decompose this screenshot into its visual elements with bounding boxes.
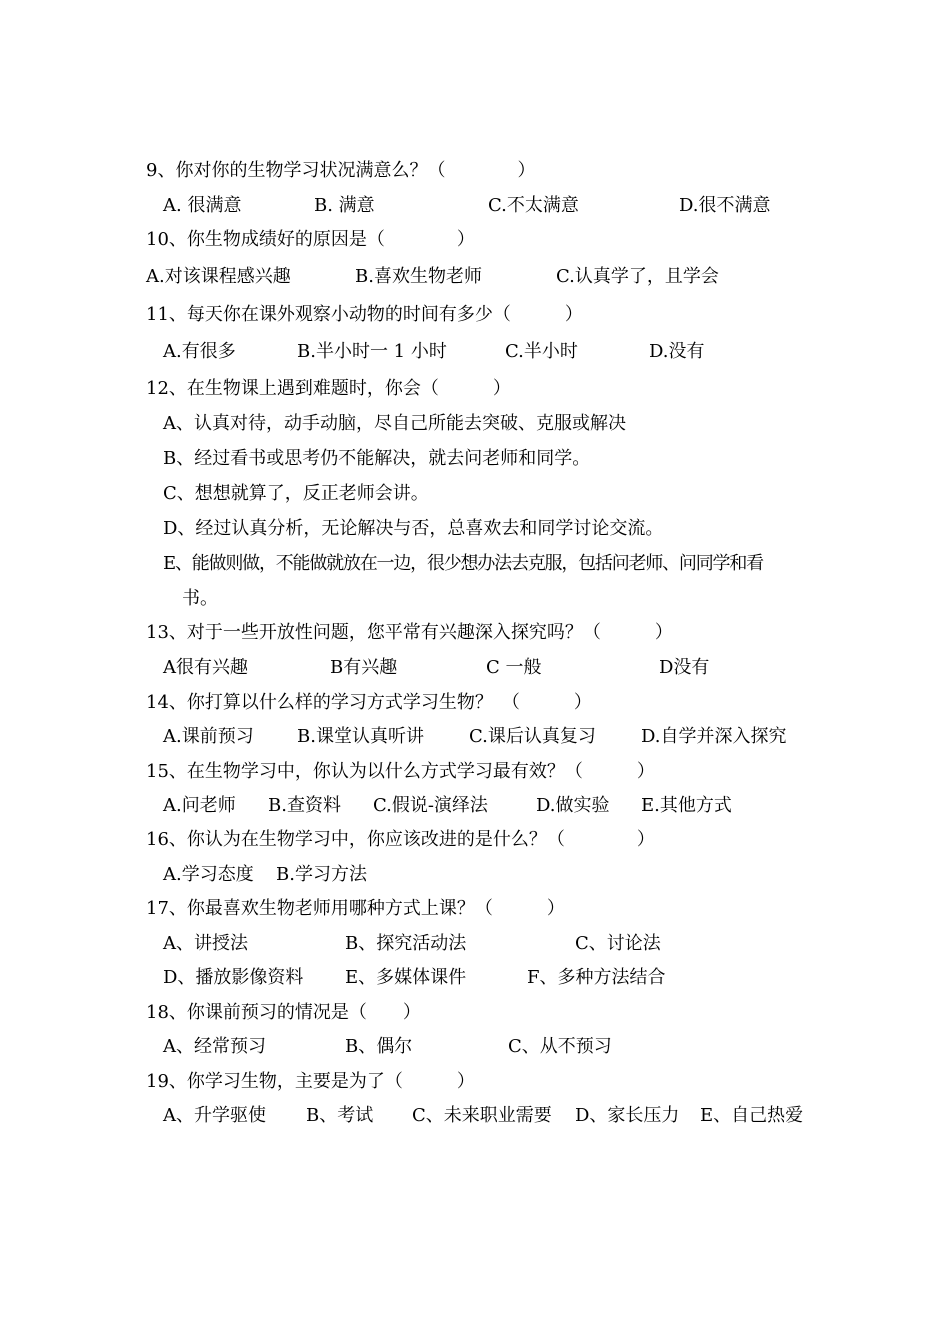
option-15a: A.问老师 xyxy=(163,795,236,816)
question-17: 17、你最喜欢生物老师用哪种方式上课？（ ） xyxy=(146,898,565,919)
option-10a: A.对该课程感兴趣 xyxy=(146,266,291,287)
option-19e: E、自己热爱 xyxy=(700,1105,804,1126)
question-14: 14、你打算以什么样的学习方式学习生物？ （ ） xyxy=(146,692,592,713)
option-11c: C.半小时 xyxy=(505,341,578,362)
option-16b: B.学习方法 xyxy=(276,864,367,885)
option-18c: C、从不预习 xyxy=(508,1036,612,1057)
option-15d: D.做实验 xyxy=(536,795,610,816)
option-19b: B、考试 xyxy=(306,1105,374,1126)
question-19: 19、你学习生物，主要是为了（ ） xyxy=(146,1071,475,1092)
option-17a: A、讲授法 xyxy=(163,933,248,954)
option-14a: A.课前预习 xyxy=(163,726,254,747)
question-12: 12、在生物课上遇到难题时，你会（ ） xyxy=(146,378,511,399)
option-19a: A、升学驱使 xyxy=(163,1105,266,1126)
option-17c: C、讨论法 xyxy=(575,933,661,954)
option-9b: B. 满意 xyxy=(314,195,375,216)
question-13: 13、对于一些开放性问题，您平常有兴趣深入探究吗？（ ） xyxy=(146,622,673,643)
option-17b: B、探究活动法 xyxy=(345,933,467,954)
option-12e: E、能做则做，不能做就放在一边，很少想办法去克服，包括问老师、问同学和看 xyxy=(163,553,763,574)
question-9: 9、你对你的生物学习状况满意么？（ ） xyxy=(146,160,536,181)
option-13d: D没有 xyxy=(659,657,710,678)
option-13b: B有兴趣 xyxy=(330,657,398,678)
option-17d: D、播放影像资料 xyxy=(163,967,304,988)
option-9a: A. 很满意 xyxy=(163,195,242,216)
question-16: 16、你认为在生物学习中，你应该改进的是什么？（ ） xyxy=(146,829,655,850)
option-12c: C、想想就算了，反正老师会讲。 xyxy=(163,483,429,504)
question-15: 15、在生物学习中，你认为以什么方式学习最有效？（ ） xyxy=(146,761,655,782)
option-12d: D、经过认真分析，无论解决与否，总喜欢去和同学讨论交流。 xyxy=(163,518,664,539)
option-12b: B、经过看书或思考仍不能解决，就去问老师和同学。 xyxy=(163,448,591,469)
option-9d: D.很不满意 xyxy=(679,195,771,216)
option-12e-cont: 书。 xyxy=(182,588,218,609)
option-14d: D.自学并深入探究 xyxy=(641,726,787,747)
option-17e: E、多媒体课件 xyxy=(345,967,467,988)
question-11: 11、每天你在课外观察小动物的时间有多少（ ） xyxy=(146,304,583,325)
option-19d: D、家长压力 xyxy=(575,1105,680,1126)
option-16a: A.学习态度 xyxy=(163,864,254,885)
option-10c: C.认真学了，且学会 xyxy=(556,266,719,287)
option-11d: D.没有 xyxy=(649,341,705,362)
option-14b: B.课堂认真听讲 xyxy=(297,726,424,747)
option-17f: F、多种方法结合 xyxy=(527,967,666,988)
option-14c: C.课后认真复习 xyxy=(469,726,596,747)
option-10b: B.喜欢生物老师 xyxy=(355,266,482,287)
option-13a: A很有兴趣 xyxy=(163,657,248,678)
question-10: 10、你生物成绩好的原因是（ ） xyxy=(146,229,475,250)
option-11b: B.半小时一 1 小时 xyxy=(297,341,447,362)
option-11a: A.有很多 xyxy=(163,341,236,362)
option-15e: E.其他方式 xyxy=(641,795,732,816)
option-12a: A、认真对待，动手动脑，尽自己所能去突破、克服或解决 xyxy=(163,413,626,434)
option-18a: A、经常预习 xyxy=(163,1036,266,1057)
option-15c: C.假说-演绎法 xyxy=(373,795,488,816)
option-19c: C、未来职业需要 xyxy=(412,1105,552,1126)
option-13c: C 一般 xyxy=(486,657,542,678)
question-18: 18、你课前预习的情况是（ ） xyxy=(146,1002,421,1023)
option-15b: B.查资料 xyxy=(268,795,341,816)
option-18b: B、偶尔 xyxy=(345,1036,413,1057)
option-9c: C.不太满意 xyxy=(488,195,579,216)
